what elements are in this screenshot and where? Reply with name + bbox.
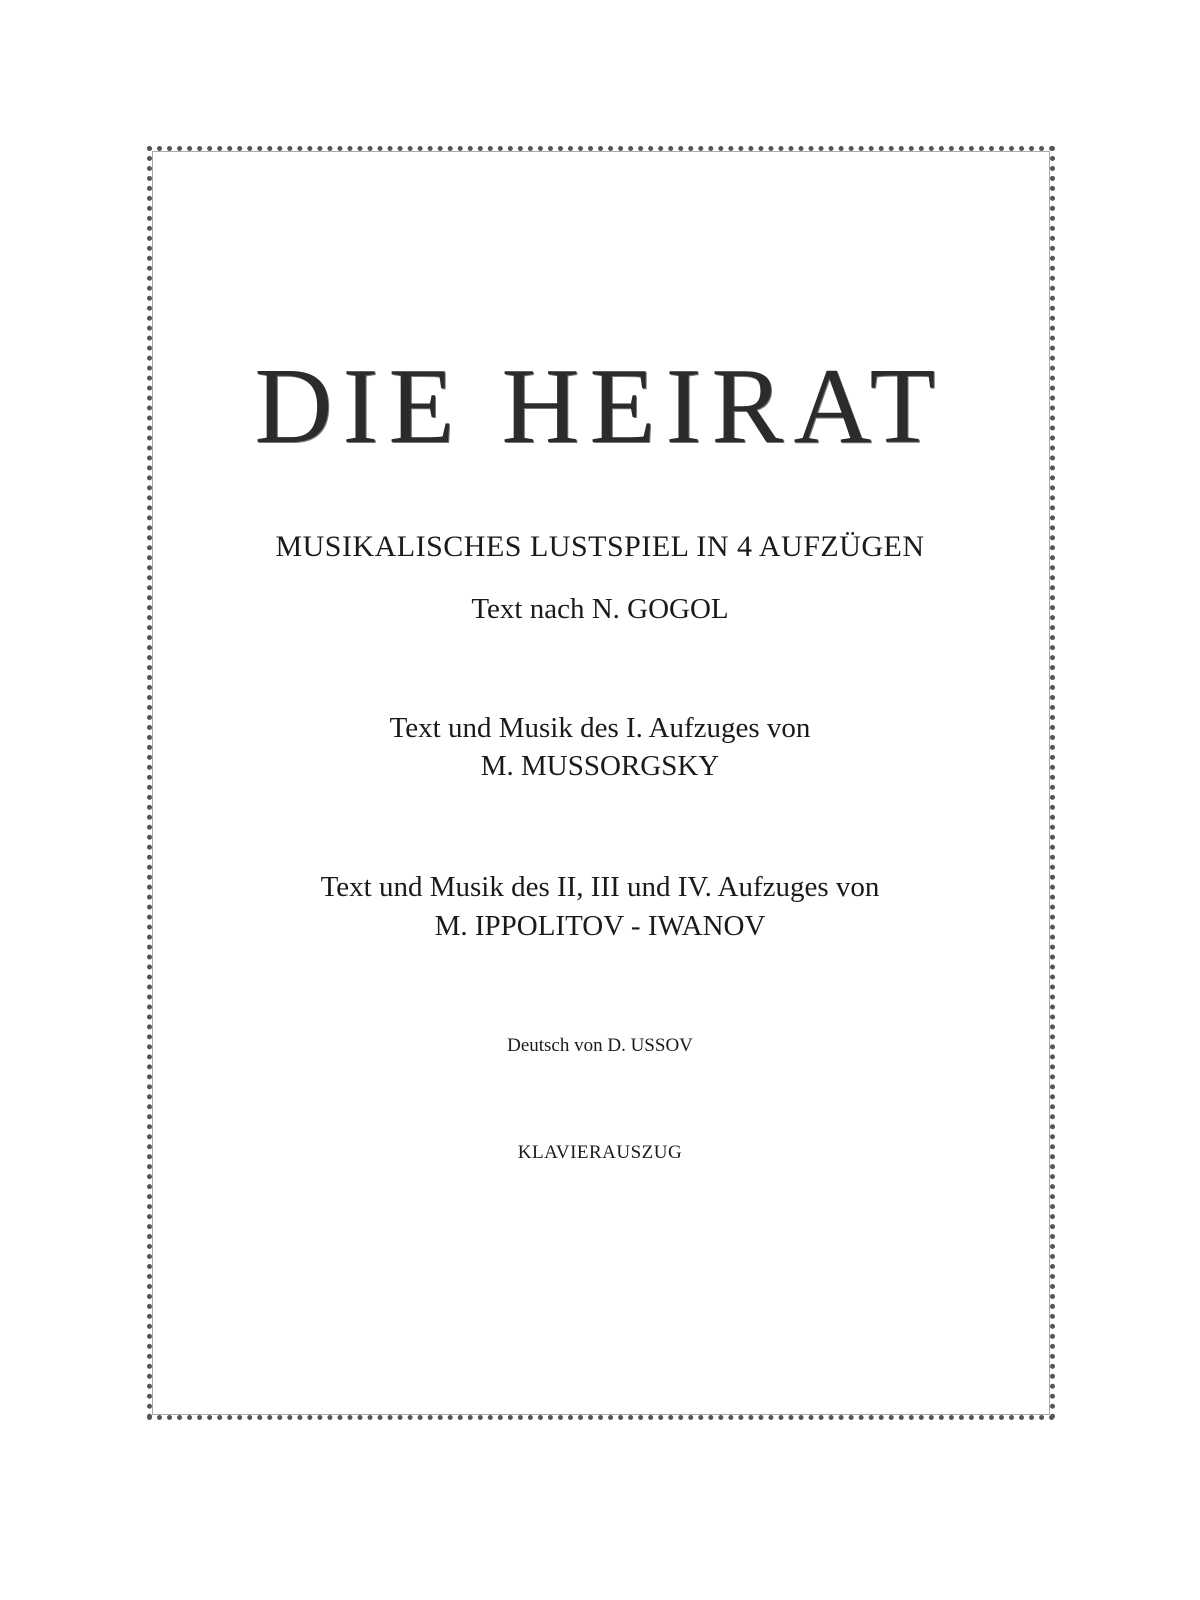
page-border-inner — [152, 151, 1050, 1415]
edition-label: KLAVIERAUSZUG — [517, 1142, 683, 1163]
translator-credit: Deutsch von D. USSOV — [507, 1035, 693, 1056]
acts234-credit-line: Text und Musik des II, III und IV. Aufzuges von — [320, 871, 880, 903]
source-text-credit: Text nach N. GOGOL — [471, 593, 729, 625]
act1-credit-line: Text und Musik des I. Aufzuges von — [389, 712, 811, 744]
acts234-composer: M. IPPOLITOV - IWANOV — [434, 910, 766, 942]
work-title: DIE HEIRAT — [254, 347, 946, 466]
work-subtitle: MUSIKALISCHES LUSTSPIEL IN 4 AUFZÜGEN — [275, 530, 925, 563]
act1-composer: M. MUSSORGSKY — [480, 750, 720, 782]
